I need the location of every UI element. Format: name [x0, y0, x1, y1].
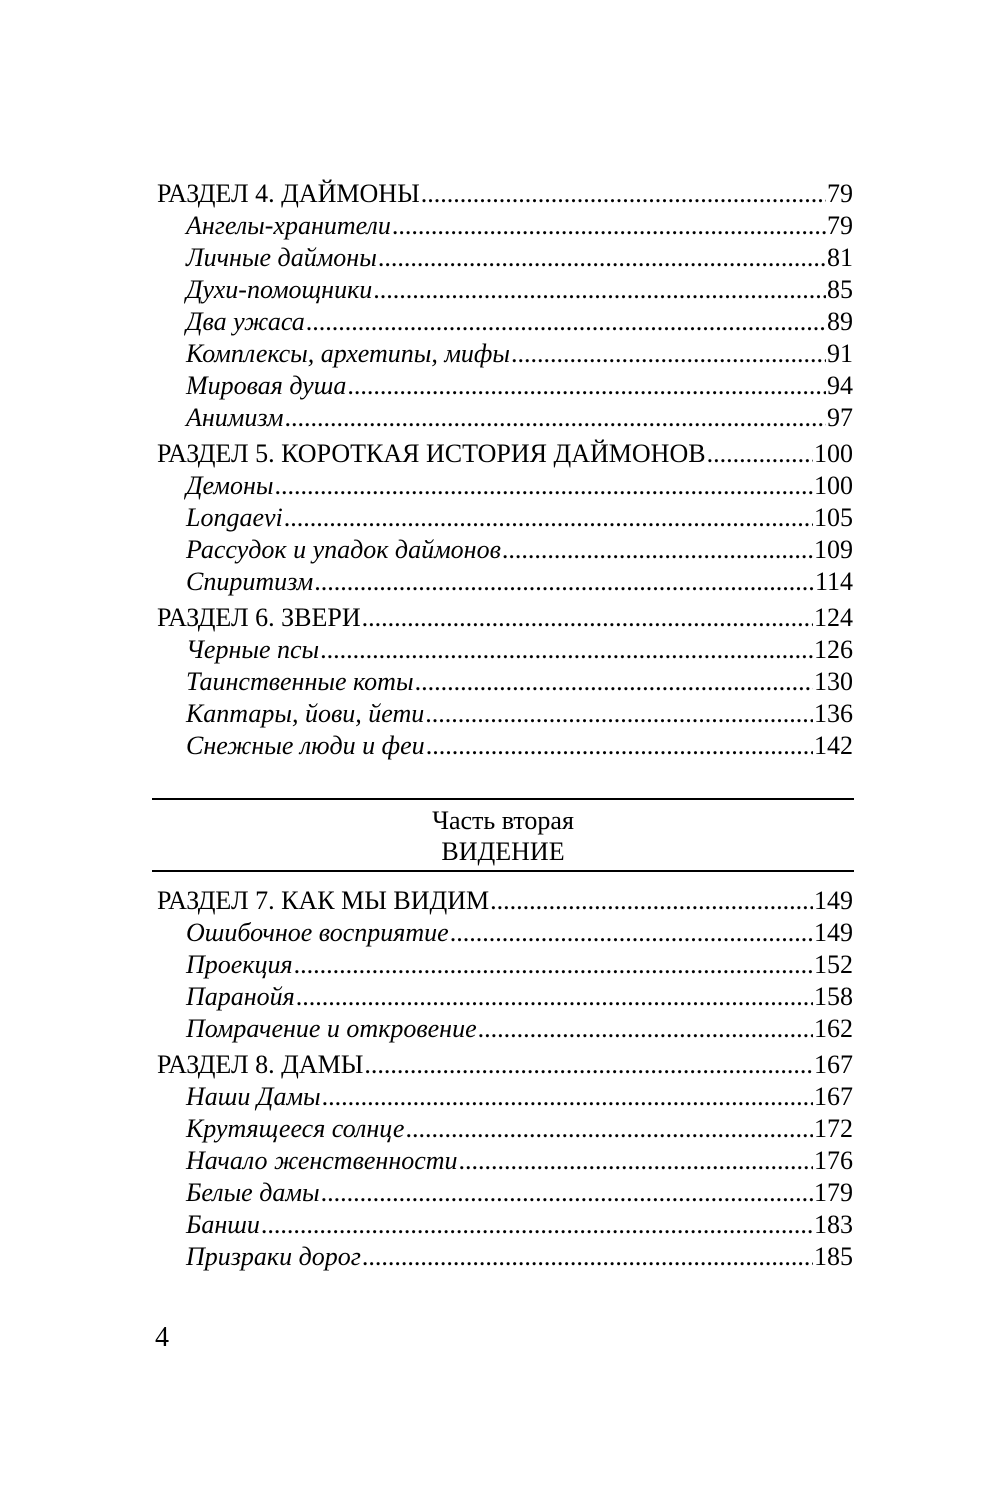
toc-section-entry[interactable]: [157, 1049, 853, 1081]
toc-subsection-entry[interactable]: [157, 1013, 853, 1045]
dot-leader: [450, 917, 813, 949]
toc-subsection-entry[interactable]: [157, 566, 853, 598]
toc-entry-page-number: 124: [814, 603, 853, 632]
toc-entry-title: РАЗДЕЛ 8. ДАМЫ: [157, 1050, 364, 1079]
toc-entry-page-number: 89: [827, 307, 853, 336]
part-label: Часть вторая: [432, 806, 574, 835]
dot-leader: [511, 338, 826, 370]
toc-entry-title: Помрачение и откровение: [186, 1014, 477, 1043]
toc-entry-page-number: 79: [827, 179, 853, 208]
toc-entry-page-number: 100: [814, 471, 853, 500]
toc-entry-page-number: 97: [827, 403, 853, 432]
toc-section-entry[interactable]: [157, 602, 853, 634]
toc-entry-page-number: 149: [814, 918, 853, 947]
toc-entry-page-number: 85: [827, 275, 853, 304]
toc-subsection-entry[interactable]: [157, 1081, 853, 1113]
toc-entry-page-number: 167: [814, 1082, 853, 1111]
dot-leader: [378, 242, 826, 274]
toc-entry-title: Проекция: [186, 950, 293, 979]
toc-entry-page-number: 142: [814, 731, 853, 760]
toc-entry-page-number: 183: [814, 1210, 853, 1239]
page-number: 4: [155, 1322, 169, 1353]
dot-leader: [373, 274, 826, 306]
dot-leader: [426, 730, 813, 762]
dot-leader: [502, 534, 813, 566]
toc-subsection-entry[interactable]: [157, 949, 853, 981]
toc-entry-title: Два ужаса: [186, 307, 305, 336]
toc-entry-page-number: 94: [827, 371, 853, 400]
toc-entry-page-number: 162: [814, 1014, 853, 1043]
toc-entry-page-number: 172: [814, 1114, 853, 1143]
part-title: ВИДЕНИЕ: [441, 837, 565, 866]
toc-entry-title: Рассудок и упадок даймонов: [186, 535, 501, 564]
toc-subsection-entry[interactable]: [157, 1177, 853, 1209]
part-divider: [152, 798, 854, 872]
toc-entry-title: РАЗДЕЛ 4. ДАЙМОНЫ: [157, 179, 420, 208]
toc-subsection-entry[interactable]: [157, 534, 853, 566]
toc-subsection-entry[interactable]: [157, 1113, 853, 1145]
toc-subsection-entry[interactable]: [157, 634, 853, 666]
part-rule-bottom: [152, 870, 854, 872]
toc-subsection-entry[interactable]: [157, 210, 853, 242]
dot-leader: [362, 602, 813, 634]
dot-leader: [490, 885, 813, 917]
toc-entry-page-number: 158: [814, 982, 853, 1011]
toc-entry-title: Комплексы, архетипы, мифы: [186, 339, 510, 368]
dot-leader: [322, 1081, 813, 1113]
dot-leader: [284, 402, 826, 434]
toc-entry-page-number: 114: [814, 567, 853, 596]
toc-entry-title: Банши: [186, 1210, 260, 1239]
dot-leader: [296, 981, 813, 1013]
toc-entry-page-number: 126: [814, 635, 853, 664]
toc-entry-page-number: 81: [827, 243, 853, 272]
toc-entry-title: РАЗДЕЛ 6. ЗВЕРИ: [157, 603, 361, 632]
toc-section-entry[interactable]: [157, 438, 853, 470]
toc-entry-title: Ошибочное восприятие: [186, 918, 449, 947]
toc-entry-title: Паранойя: [186, 982, 295, 1011]
toc-entry-page-number: 152: [814, 950, 853, 979]
toc-section-entry[interactable]: [157, 885, 853, 917]
toc-entry-page-number: 79: [827, 211, 853, 240]
dot-leader: [275, 470, 813, 502]
toc-subsection-entry[interactable]: [157, 981, 853, 1013]
toc-subsection-entry[interactable]: [157, 338, 853, 370]
dot-leader: [425, 698, 813, 730]
toc-entry-title: РАЗДЕЛ 7. КАК МЫ ВИДИМ: [157, 886, 490, 915]
toc-entry-page-number: 179: [814, 1178, 853, 1207]
dot-leader: [405, 1113, 813, 1145]
toc-entry-title: Начало женственности: [186, 1146, 458, 1175]
dot-leader: [261, 1209, 813, 1241]
toc-entry-page-number: 130: [814, 667, 853, 696]
toc-subsection-entry[interactable]: [157, 1145, 853, 1177]
dot-leader: [306, 306, 826, 338]
toc-subsection-entry[interactable]: [157, 698, 853, 730]
dot-leader: [320, 634, 813, 666]
toc-entry-title: Наши Дамы: [186, 1082, 321, 1111]
toc-subsection-entry[interactable]: [157, 370, 853, 402]
toc-subsection-entry[interactable]: [157, 1241, 853, 1273]
dot-leader: [321, 1177, 813, 1209]
toc-subsection-entry[interactable]: [157, 502, 853, 534]
toc-entry-title: Анимизм: [186, 403, 284, 432]
toc-entry-page-number: 109: [814, 535, 853, 564]
dot-leader: [364, 1049, 813, 1081]
toc-entry-title: Черные псы: [186, 635, 320, 664]
toc-entry-title: Призраки дорог: [186, 1242, 361, 1271]
toc-section-entry[interactable]: [157, 178, 853, 210]
dot-leader: [707, 438, 813, 470]
dot-leader: [421, 178, 826, 210]
toc-subsection-entry[interactable]: [157, 306, 853, 338]
toc-entry-title: Каптары, йови, йети: [186, 699, 425, 728]
dot-leader: [362, 1241, 813, 1273]
toc-subsection-entry[interactable]: [157, 730, 853, 762]
toc-entry-page-number: 100: [814, 439, 853, 468]
dot-leader: [392, 210, 826, 242]
toc-entry-title: Белые дамы: [186, 1178, 320, 1207]
toc-entry-title: РАЗДЕЛ 5. КОРОТКАЯ ИСТОРИЯ ДАЙМОНОВ: [157, 439, 706, 468]
toc-entry-title: Спиритизм: [186, 567, 314, 596]
toc-entry-title: Снежные люди и феи: [186, 731, 425, 760]
toc-entry-title: Демоны: [186, 471, 274, 500]
toc-entry-page-number: 185: [814, 1242, 853, 1271]
toc-subsection-entry[interactable]: [157, 402, 853, 434]
toc-entry-title: Личные даймоны: [186, 243, 377, 272]
toc-subsection-entry[interactable]: [157, 917, 853, 949]
toc-subsection-entry[interactable]: [157, 470, 853, 502]
toc-entry-page-number: 105: [814, 503, 853, 532]
toc-entry-title: Longaevi: [186, 503, 283, 532]
toc-subsection-entry[interactable]: [157, 274, 853, 306]
dot-leader: [284, 502, 813, 534]
toc-entry-title: Ангелы-хранители: [186, 211, 391, 240]
dot-leader: [347, 370, 826, 402]
toc-entry-page-number: 149: [814, 886, 853, 915]
toc-entry-page-number: 91: [827, 339, 853, 368]
dot-leader: [459, 1145, 813, 1177]
toc-entry-page-number: 176: [814, 1146, 853, 1175]
toc-entry-title: Духи-помощники: [186, 275, 373, 304]
dot-leader: [314, 566, 814, 598]
toc-entry-title: Крутящееся солнце: [186, 1114, 405, 1143]
toc-entry-title: Мировая душа: [186, 371, 347, 400]
toc-subsection-entry[interactable]: [157, 666, 853, 698]
dot-leader: [415, 666, 813, 698]
toc-block-part-one: [157, 178, 853, 762]
dot-leader: [478, 1013, 813, 1045]
toc-entry-page-number: 136: [814, 699, 853, 728]
toc-entry-title: Таинственные коты: [186, 667, 414, 696]
toc-subsection-entry[interactable]: [157, 1209, 853, 1241]
toc-entry-page-number: 167: [814, 1050, 853, 1079]
part-rule-top: [152, 798, 854, 800]
toc-block-part-two: [157, 885, 853, 1273]
toc-subsection-entry[interactable]: [157, 242, 853, 274]
dot-leader: [294, 949, 813, 981]
